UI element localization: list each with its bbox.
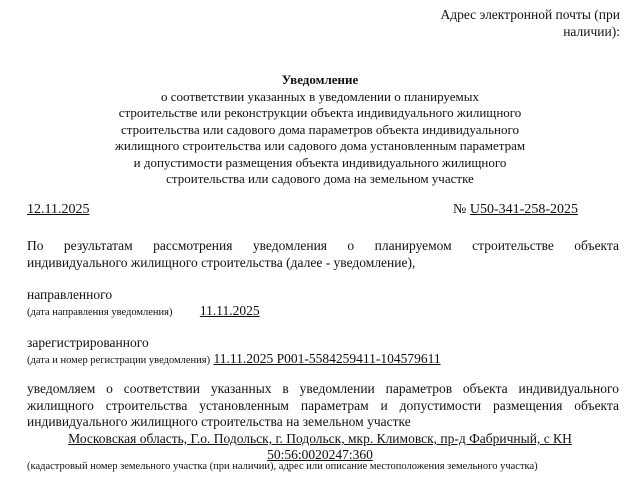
email-label-line2: наличии): [563, 24, 620, 39]
number-sign: № [453, 202, 467, 217]
sent-row [27, 303, 260, 319]
title-line: о соответствии указанных в уведомлении о планируемых [161, 88, 479, 104]
notice-title [0, 72, 640, 188]
sent-hint: (дата направления уведомления) [27, 307, 173, 318]
cadastral-number: 50:56:0020247:360 [267, 447, 373, 462]
email-header [440, 6, 620, 40]
title-line: строительства или садового дома на земельном участке [166, 171, 474, 186]
address-hint: (кадастровый номер земельного участка (при наличии), адрес или описание местоположения земельного участка) [27, 461, 538, 472]
document-number [453, 202, 578, 218]
address-line: Московская область, Г.о. Подольск, г. Подольск, мкр. Климовск, пр-д Фабричный, с КН [68, 431, 572, 446]
registered-label: зарегистрированного [27, 335, 149, 350]
notice-paragraph [27, 381, 619, 431]
sent-label: направленного [27, 287, 113, 302]
registered-row [27, 351, 441, 367]
email-label-line1: Адрес электронной почты (при [440, 7, 620, 22]
number-value: U50-341-258-2025 [469, 202, 578, 217]
title-line: строительства или садового дома параметров объекта индивидуального [121, 121, 519, 137]
title-line: строительстве или реконструкции объекта индивидуального жилищного [118, 105, 522, 120]
document-date: 12.11.2025 [27, 202, 90, 217]
title-heading: Уведомление [281, 72, 359, 87]
notice-line: уведомляем о соответствии указанных в уведомлении параметров объекта индивидуального [27, 381, 619, 396]
sent-date: 11.11.2025 [199, 303, 260, 318]
intro-paragraph [27, 237, 619, 271]
title-line: жилищного строительства или садового дома установленным параметрам [114, 138, 526, 153]
intro-line: индивидуального жилищного строительства (далее - уведомление), [27, 255, 416, 270]
notice-line: индивидуального жилищного строительства на земельном участке [27, 414, 411, 429]
registration-number: 11.11.2025 P001-5584259411-104579611 [213, 351, 441, 366]
registered-hint: (дата и номер регистрации уведомления) [27, 355, 211, 366]
notice-line: жилищного строительства установленным параметрам и допустимости размещения объекта [27, 397, 619, 413]
intro-line: По результатам рассмотрения уведомления о планируемом строительстве объекта [27, 238, 619, 253]
title-line: и допустимости размещения объекта индивидуального жилищного [133, 154, 507, 170]
